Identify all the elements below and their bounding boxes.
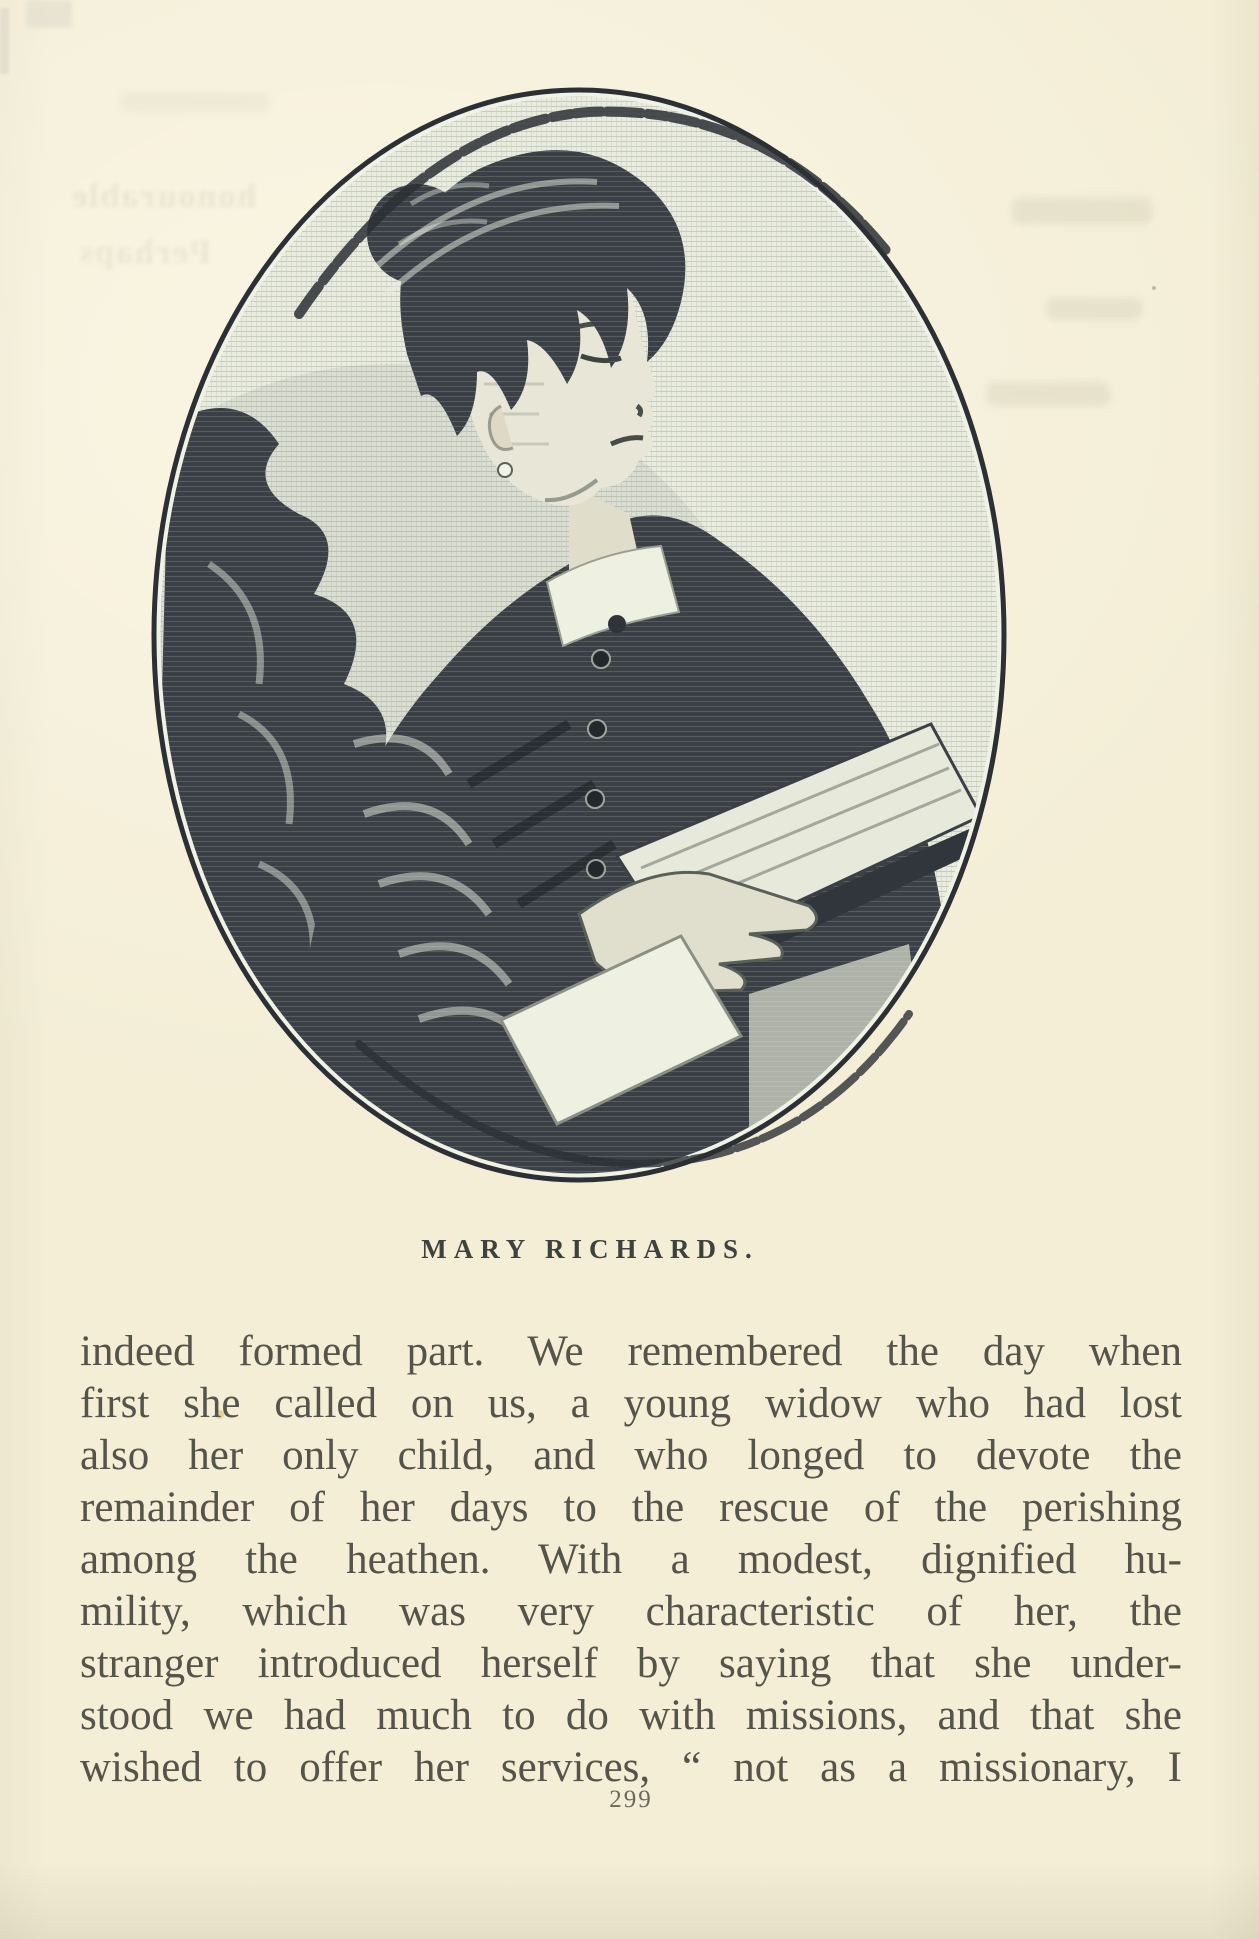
- portrait-photo-art: [149, 84, 1009, 1186]
- body-text-line: stranger introduced herself by saying that she under-: [80, 1640, 1182, 1687]
- body-text-line: remainder of her days to the rescue of the perishing: [80, 1484, 1182, 1531]
- scan-corner-artifact: [26, 0, 72, 28]
- body-text-line: wished to offer her services, “ not as a missionary, I: [80, 1744, 1182, 1791]
- body-text-line: indeed formed part. We remembered the day when: [80, 1328, 1182, 1375]
- bleed-through-text: Perhaps: [78, 234, 211, 271]
- portrait-photo: [149, 84, 1009, 1186]
- page-number: 299: [609, 1786, 653, 1813]
- bleed-through-text: honourable: [70, 178, 257, 215]
- portrait-caption: MARY RICHARDS.: [421, 1234, 759, 1264]
- body-text-line: among the heathen. With a modest, dignified hu-: [80, 1536, 1182, 1583]
- body-text: [80, 1326, 1182, 1794]
- scan-edge-artifact: [0, 8, 9, 74]
- body-text-line: also her only child, and who longed to devote the: [80, 1432, 1182, 1479]
- body-text-line: stood we had much to do with missions, and that she: [80, 1692, 1182, 1739]
- paper-speck: [1152, 286, 1156, 290]
- bleed-through-artifact: [1012, 198, 1152, 224]
- body-text-line: mility, which was very characteristic of her, the: [80, 1588, 1182, 1635]
- body-text-line: first she called on us, a young widow who had lost: [80, 1380, 1182, 1427]
- bleed-through-artifact: [1046, 298, 1142, 320]
